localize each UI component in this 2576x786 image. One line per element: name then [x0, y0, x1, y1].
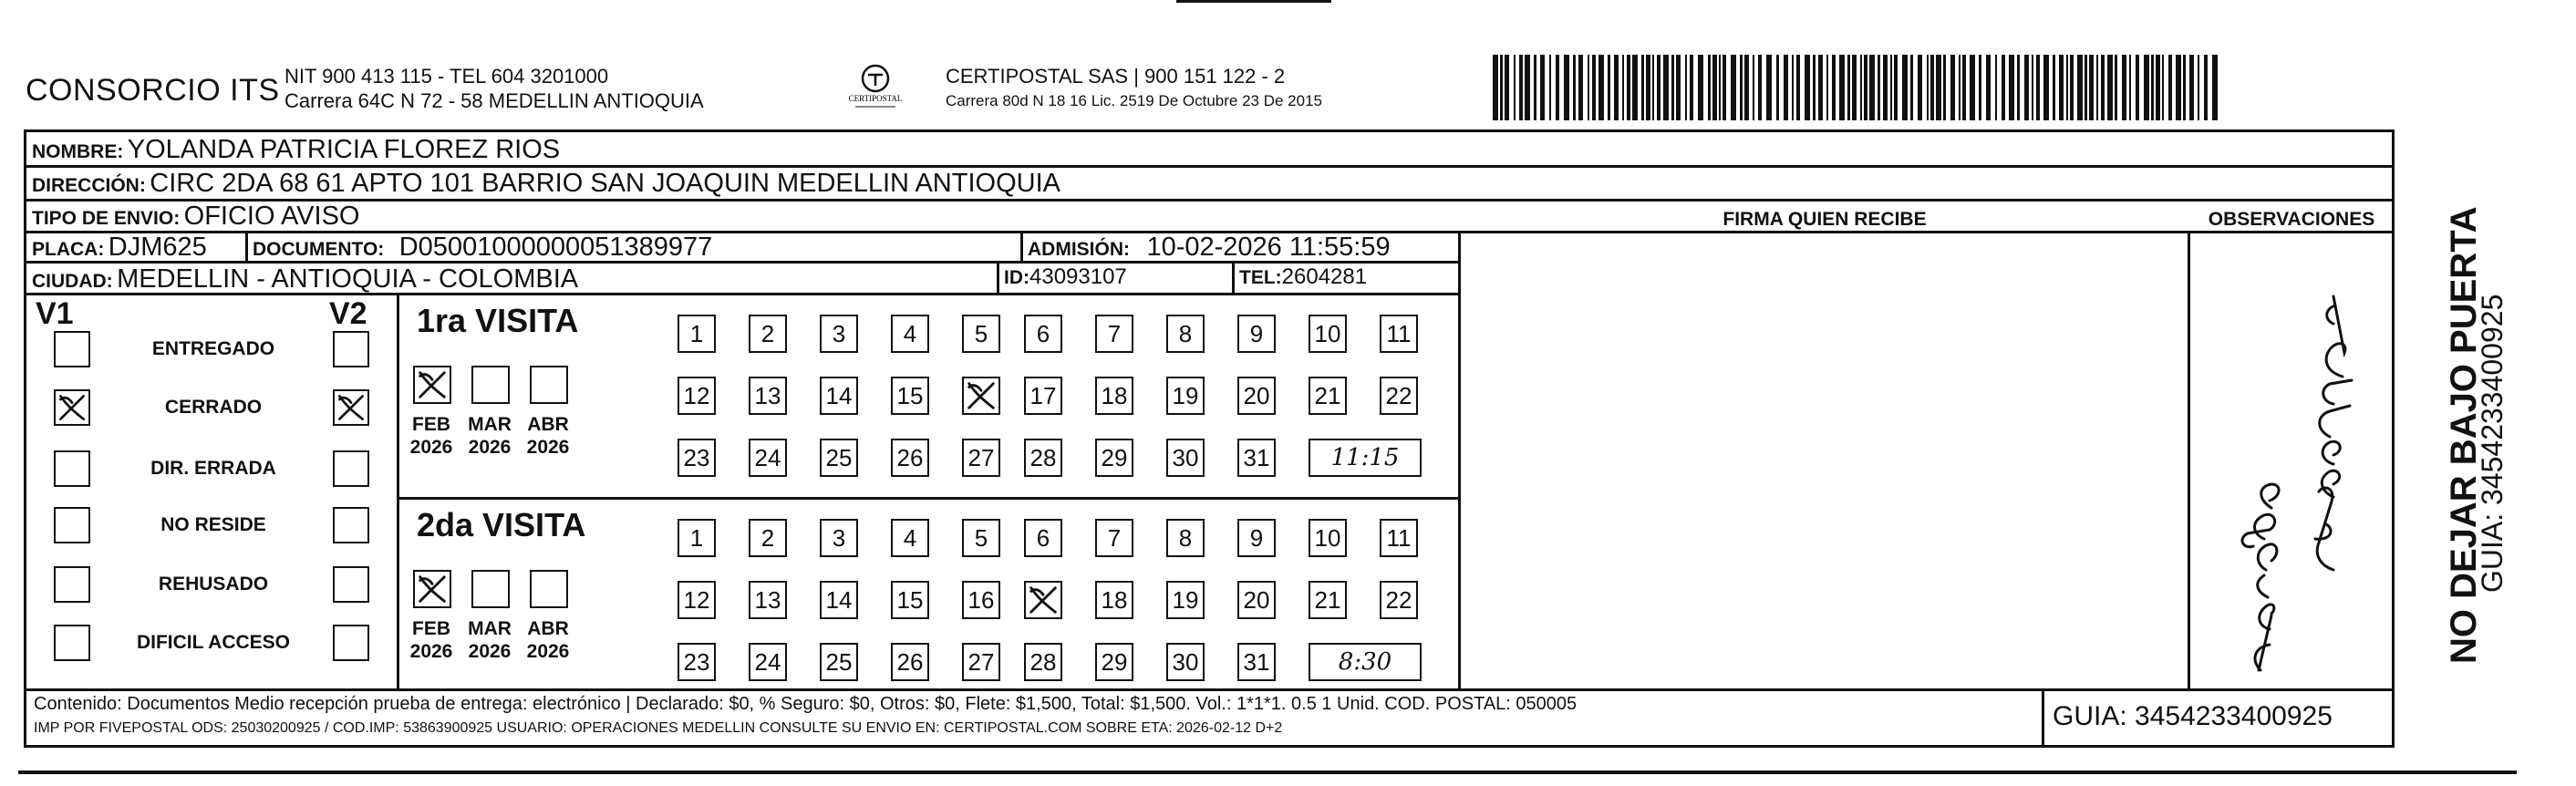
day-cell-1[interactable]: 1: [678, 519, 716, 557]
observaciones-header: OBSERVACIONES: [2208, 209, 2375, 230]
direccion-value: CIRC 2DA 68 61 APTO 101 BARRIO SAN JOAQUIN MEDELLIN ANTIOQUIA: [150, 169, 1060, 198]
month-name: ABR: [527, 618, 569, 639]
barcode-bar: [2077, 55, 2083, 120]
day-cell-9[interactable]: 9: [1237, 519, 1276, 557]
day-cell-31[interactable]: 31: [1237, 643, 1276, 681]
day-cell-10[interactable]: 10: [1309, 315, 1347, 353]
barcode-bar: [2136, 55, 2139, 120]
barcode-bar: [1519, 55, 1523, 120]
barcode-bar: [1744, 55, 1749, 120]
barcode-bar: [2168, 55, 2172, 120]
month-label: [404, 413, 459, 459]
barcode-bar: [2151, 55, 2154, 120]
barcode-bar: [2204, 55, 2208, 120]
barcode-bar: [1902, 55, 1908, 120]
barcode-bar: [1505, 55, 1509, 120]
barcode-bar: [2107, 55, 2113, 120]
barcode-bar: [1894, 55, 1898, 120]
company-details: [284, 64, 704, 113]
day-cell-12[interactable]: 12: [678, 377, 716, 415]
barcode-bar: [1805, 55, 1810, 120]
month-name: MAR: [468, 414, 512, 435]
barcode-bar: [2176, 55, 2181, 120]
day-cell-17[interactable]: 17: [1024, 377, 1062, 415]
month-name: FEB: [412, 618, 450, 639]
day-cell-1[interactable]: 1: [678, 315, 716, 353]
day-cell-8[interactable]: 8: [1166, 519, 1205, 557]
day-cell-13[interactable]: 13: [749, 377, 787, 415]
barcode-bar: [1995, 55, 1997, 120]
day-cell-22[interactable]: 22: [1380, 377, 1418, 415]
v1-checkbox-4[interactable]: [54, 507, 90, 543]
barcode-bar: [2036, 55, 2040, 120]
day-cell-6[interactable]: 6: [1024, 519, 1062, 557]
placa-label: PLACA:: [32, 239, 105, 260]
direccion-label: DIRECCIÓN:: [32, 175, 146, 196]
day-cell-7[interactable]: 7: [1095, 315, 1133, 353]
barcode-bar: [2024, 55, 2029, 120]
barcode-bar: [2017, 55, 2020, 120]
v2-header: V2: [329, 296, 367, 331]
company-address: Carrera 64C N 72 - 58 MEDELLIN ANTIOQUIA: [284, 89, 704, 112]
month-checkbox-abr[interactable]: [530, 366, 568, 404]
v1-checkbox-3[interactable]: [54, 450, 90, 487]
ciudad-value: MEDELLIN - ANTIOQUIA - COLOMBIA: [117, 264, 579, 294]
visit-title-2: 2da VISITA: [417, 506, 586, 543]
day-cell-14[interactable]: 14: [820, 581, 858, 619]
barcode-bar: [1719, 55, 1721, 120]
v2-checkbox-6[interactable]: [333, 625, 369, 661]
barcode-bar: [1918, 55, 1922, 120]
placa-value: DJM625: [108, 233, 207, 262]
scan-edge: [1176, 0, 1331, 3]
day-cell-25[interactable]: 25: [820, 439, 858, 477]
placa-field: [32, 233, 207, 263]
status-label: CERRADO: [164, 397, 263, 418]
barcode-bar: [1564, 55, 1569, 120]
barcode-bar: [1943, 55, 1946, 120]
barcode-bar: [1864, 55, 1867, 120]
month-name: FEB: [412, 414, 450, 435]
barcode-bar: [1930, 55, 1934, 120]
no-dejar-bajo-puerta: NO DEJAR BAJO PUERTA: [2444, 206, 2484, 664]
day-cell-3[interactable]: 3: [820, 315, 858, 353]
barcode-bar: [1950, 55, 1955, 120]
status-label: DIFICIL ACCESO: [136, 632, 290, 653]
month-name: ABR: [527, 414, 569, 435]
month-year: 2026: [468, 641, 512, 662]
barcode-bar: [1592, 55, 1596, 120]
barcode-bar: [2009, 55, 2014, 120]
day-cell-21[interactable]: 21: [1309, 377, 1347, 415]
barcode-bar: [1685, 55, 1687, 120]
day-cell-5[interactable]: 5: [962, 315, 1000, 353]
tel-value: 2604281: [1281, 264, 1368, 289]
barcode-bar: [2059, 55, 2064, 120]
v2-checkbox-4[interactable]: [333, 507, 369, 543]
day-cell-20[interactable]: 20: [1237, 377, 1276, 415]
delivery-form: [24, 129, 2395, 748]
v1-checkbox-6[interactable]: [54, 625, 90, 661]
barcode-bar: [1796, 55, 1800, 120]
nombre-label: NOMBRE:: [32, 141, 124, 162]
visit-time-box[interactable]: 11:15: [1309, 439, 1422, 477]
barcode-bar: [1818, 55, 1823, 120]
day-cell-5[interactable]: 5: [962, 519, 1000, 557]
footer-contents: Contenido: Documentos Medio recepción prueba de entrega: electrónico | Declarado: $0, % Seguro: $0, Otros: $0, Flete: $1,500, Total: $1,500. Vol.: 1*1*1. 0.5 1 Unid. COD. POSTAL: 050005: [34, 694, 1578, 714]
day-cell-28[interactable]: 28: [1024, 643, 1062, 681]
barcode-bar: [1927, 55, 1929, 120]
tel-field: [1239, 264, 1367, 290]
v2-checkbox-5[interactable]: [333, 566, 369, 603]
documento-value: D05001000000051389977: [398, 233, 713, 262]
barcode-bar: [2129, 55, 2131, 120]
barcode-bar: [1663, 55, 1669, 120]
day-cell-14[interactable]: 14: [820, 377, 858, 415]
v1-checkbox-5[interactable]: [54, 566, 90, 603]
barcode-bar: [2096, 55, 2098, 120]
barcode-bar: [1652, 55, 1654, 120]
side-guia-number: GUIA: 3454233400925: [2476, 294, 2509, 593]
barcode-bar: [2189, 55, 2194, 120]
barcode-bar: [1813, 55, 1816, 120]
ciudad-field: [32, 264, 578, 295]
barcode-bar: [1766, 55, 1772, 120]
day-cell-6[interactable]: 6: [1024, 315, 1062, 353]
barcode-bar: [1723, 55, 1726, 120]
footer-print-info: IMP POR FIVEPOSTAL ODS: 25030200925 / COD.IMP: 53863900925 USUARIO: OPERACIONES MEDELLIN CONSULTE SU ENVIO EN: CERTIPOSTAL.COM SOBRE ETA: 2026-02-12 D+2: [34, 720, 1283, 736]
barcode-bar: [1540, 55, 1545, 120]
bottom-edge: [18, 770, 2517, 774]
barcode-bar: [2156, 55, 2160, 120]
month-year: 2026: [526, 641, 570, 662]
day-cell-15[interactable]: 15: [891, 581, 929, 619]
barcode-bar: [1690, 55, 1693, 120]
barcode-bar: [2144, 55, 2149, 120]
barcode-bar: [2043, 55, 2049, 120]
barcode-bar: [1525, 55, 1530, 120]
day-cell-24[interactable]: 24: [749, 439, 787, 477]
barcode-bar: [1514, 55, 1516, 120]
nombre-row: [32, 135, 560, 165]
day-cell-13[interactable]: 13: [749, 581, 787, 619]
barcode-bar: [1847, 55, 1850, 120]
day-cell-2[interactable]: 2: [749, 315, 787, 353]
barcode-bar: [2032, 55, 2033, 120]
courier-details: [946, 64, 1322, 113]
barcode-bar: [2198, 55, 2199, 120]
day-cell-23[interactable]: 23: [678, 643, 716, 681]
barcode-bar: [2183, 55, 2186, 120]
barcode-bar: [1698, 55, 1703, 120]
barcode: [1493, 55, 2222, 120]
v1-header: V1: [36, 296, 74, 331]
day-cell-30[interactable]: 30: [1166, 439, 1205, 477]
day-cell-25[interactable]: 25: [820, 643, 858, 681]
barcode-bar: [1578, 55, 1583, 120]
month-checkbox-feb[interactable]: [413, 570, 451, 608]
barcode-bar: [1671, 55, 1674, 120]
month-label: [462, 617, 517, 663]
barcode-bar: [2053, 55, 2055, 120]
tipo-envio-row: [32, 202, 359, 232]
day-cell-23[interactable]: 23: [678, 439, 716, 477]
barcode-bar: [1676, 55, 1681, 120]
day-cell-11[interactable]: 11: [1380, 519, 1418, 557]
barcode-bar: [1740, 55, 1743, 120]
barcode-bar: [1979, 55, 1981, 120]
month-label: [404, 617, 459, 663]
day-cell-7[interactable]: 7: [1095, 519, 1133, 557]
admision-value: 10-02-2026 11:55:59: [1146, 233, 1391, 262]
tipo-envio-label: TIPO DE ENVIO:: [32, 208, 181, 229]
barcode-bar: [1712, 55, 1717, 120]
month-name: MAR: [468, 618, 512, 639]
day-cell-27[interactable]: 27: [962, 643, 1000, 681]
day-cell-26[interactable]: 26: [891, 643, 929, 681]
company-name: CONSORCIO ITS: [26, 73, 280, 108]
barcode-bar: [1758, 55, 1762, 120]
id-field: [1004, 264, 1127, 290]
day-cell-21[interactable]: 21: [1309, 581, 1347, 619]
day-cell-4[interactable]: 4: [891, 519, 929, 557]
barcode-bar: [1549, 55, 1551, 120]
visit-time-box[interactable]: 8:30: [1309, 643, 1422, 681]
day-cell-19[interactable]: 19: [1166, 377, 1205, 415]
handwritten-signature: [2197, 269, 2397, 679]
barcode-bar: [1986, 55, 1991, 120]
barcode-bar: [1890, 55, 1892, 120]
barcode-bar: [1556, 55, 1559, 120]
barcode-bar: [1632, 55, 1638, 120]
courier-address: Carrera 80d N 18 16 Lic. 2519 De Octubre 23 De 2015: [946, 92, 1322, 109]
day-cell-30[interactable]: 30: [1166, 643, 1205, 681]
month-checkbox-abr[interactable]: [530, 570, 568, 608]
status-label: NO RESIDE: [160, 514, 266, 535]
day-cell-2[interactable]: 2: [749, 519, 787, 557]
day-cell-20[interactable]: 20: [1237, 581, 1276, 619]
barcode-bar: [1500, 55, 1503, 120]
day-cell-3[interactable]: 3: [820, 519, 858, 557]
courier-line: CERTIPOSTAL SAS | 900 151 122 - 2: [946, 65, 1286, 88]
month-label: [521, 617, 575, 663]
day-cell-10[interactable]: 10: [1309, 519, 1347, 557]
barcode-bar: [1588, 55, 1589, 120]
visit-title-1: 1ra VISITA: [417, 302, 579, 339]
month-label: [462, 413, 517, 459]
barcode-bar: [1622, 55, 1624, 120]
direccion-row: [32, 169, 1060, 199]
barcode-bar: [1883, 55, 1888, 120]
barcode-bar: [1493, 55, 1498, 120]
day-cell-24[interactable]: 24: [749, 643, 787, 681]
documento-field: [253, 233, 712, 263]
ciudad-label: CIUDAD:: [32, 271, 113, 292]
documento-label: DOCUMENTO:: [253, 239, 385, 260]
month-year: 2026: [409, 437, 453, 458]
day-cell-29[interactable]: 29: [1095, 643, 1133, 681]
barcode-bar: [1614, 55, 1619, 120]
v2-checkbox-3[interactable]: [333, 450, 369, 487]
barcode-bar: [1936, 55, 1941, 120]
day-cell-18[interactable]: 18: [1095, 377, 1133, 415]
day-cell-17-marked[interactable]: [1024, 581, 1062, 619]
day-cell-19[interactable]: 19: [1166, 581, 1205, 619]
day-cell-29[interactable]: 29: [1095, 439, 1133, 477]
month-checkbox-feb[interactable]: [413, 366, 451, 404]
barcode-bar: [2101, 55, 2105, 120]
barcode-bar: [1646, 55, 1650, 120]
day-cell-4[interactable]: 4: [891, 315, 929, 353]
barcode-bar: [2085, 55, 2087, 120]
day-cell-22[interactable]: 22: [1380, 581, 1418, 619]
day-cell-18[interactable]: 18: [1095, 581, 1133, 619]
barcode-bar: [1839, 55, 1845, 120]
v2-checkbox-2[interactable]: [333, 389, 369, 426]
barcode-bar: [1598, 55, 1604, 120]
day-cell-31[interactable]: 31: [1237, 439, 1276, 477]
barcode-bar: [1826, 55, 1828, 120]
day-cell-28[interactable]: 28: [1024, 439, 1062, 477]
admision-field: [1028, 233, 1391, 263]
day-cell-16[interactable]: 16: [962, 581, 1000, 619]
barcode-bar: [1573, 55, 1576, 120]
barcode-bar: [1959, 55, 1960, 120]
barcode-bar: [1731, 55, 1736, 120]
tipo-envio-value: OFICIO AVISO: [183, 202, 360, 231]
month-label: [521, 413, 575, 459]
barcode-bar: [1792, 55, 1794, 120]
firma-header: FIRMA QUIEN RECIBE: [1723, 209, 1927, 230]
day-cell-26[interactable]: 26: [891, 439, 929, 477]
day-cell-12[interactable]: 12: [678, 581, 716, 619]
barcode-bar: [2122, 55, 2126, 120]
day-cell-9[interactable]: 9: [1237, 315, 1276, 353]
barcode-bar: [1627, 55, 1630, 120]
month-year: 2026: [468, 437, 512, 458]
barcode-bar: [1708, 55, 1711, 120]
barcode-bar: [1657, 55, 1660, 120]
day-cell-16-marked[interactable]: [962, 377, 1000, 415]
day-cell-11[interactable]: 11: [1380, 315, 1418, 353]
nit-line: NIT 900 413 115 - TEL 604 3201000: [284, 65, 609, 88]
barcode-bar: [2002, 55, 2005, 120]
svg-text:CERTIPOSTAL: CERTIPOSTAL: [848, 94, 903, 103]
barcode-bar: [1753, 55, 1754, 120]
barcode-bar: [1641, 55, 1644, 120]
v1-checkbox-2[interactable]: [54, 389, 90, 426]
barcode-bar: [1910, 55, 1913, 120]
barcode-bar: [1970, 55, 1975, 120]
barcode-bar: [1608, 55, 1610, 120]
month-year: 2026: [409, 641, 453, 662]
month-year: 2026: [526, 437, 570, 458]
id-label: ID:: [1004, 267, 1029, 288]
barcode-bar: [1776, 55, 1779, 120]
v2-checkbox-1[interactable]: [333, 331, 369, 367]
id-value: 43093107: [1029, 264, 1127, 289]
barcode-bar: [1832, 55, 1836, 120]
barcode-bar: [2212, 55, 2218, 120]
barcode-bar: [1852, 55, 1857, 120]
nombre-value: YOLANDA PATRICIA FLOREZ RIOS: [127, 135, 561, 164]
status-label: DIR. ERRADA: [150, 458, 276, 479]
status-label: ENTREGADO: [151, 338, 275, 359]
barcode-bar: [1878, 55, 1880, 120]
status-label: REHUSADO: [158, 574, 269, 595]
barcode-bar: [1962, 55, 1966, 120]
barcode-bar: [2162, 55, 2164, 120]
tel-label: TEL:: [1239, 267, 1282, 288]
v1-checkbox-1[interactable]: [54, 331, 90, 367]
admision-label: ADMISIÓN:: [1028, 239, 1130, 260]
certipostal-logo: [837, 60, 914, 111]
barcode-bar: [1784, 55, 1788, 120]
month-checkbox-mar[interactable]: [471, 570, 510, 608]
day-cell-8[interactable]: 8: [1166, 315, 1205, 353]
barcode-bar: [1534, 55, 1536, 120]
barcode-bar: [2070, 55, 2074, 120]
day-cell-27[interactable]: 27: [962, 439, 1000, 477]
barcode-bar: [2089, 55, 2094, 120]
barcode-bar: [1869, 55, 1875, 120]
day-cell-15[interactable]: 15: [891, 377, 929, 415]
month-checkbox-mar[interactable]: [471, 366, 510, 404]
barcode-bar: [2066, 55, 2068, 120]
guia-number-box: GUIA: 3454233400925: [2053, 701, 2333, 731]
barcode-bar: [2115, 55, 2117, 120]
barcode-bar: [1860, 55, 1862, 120]
